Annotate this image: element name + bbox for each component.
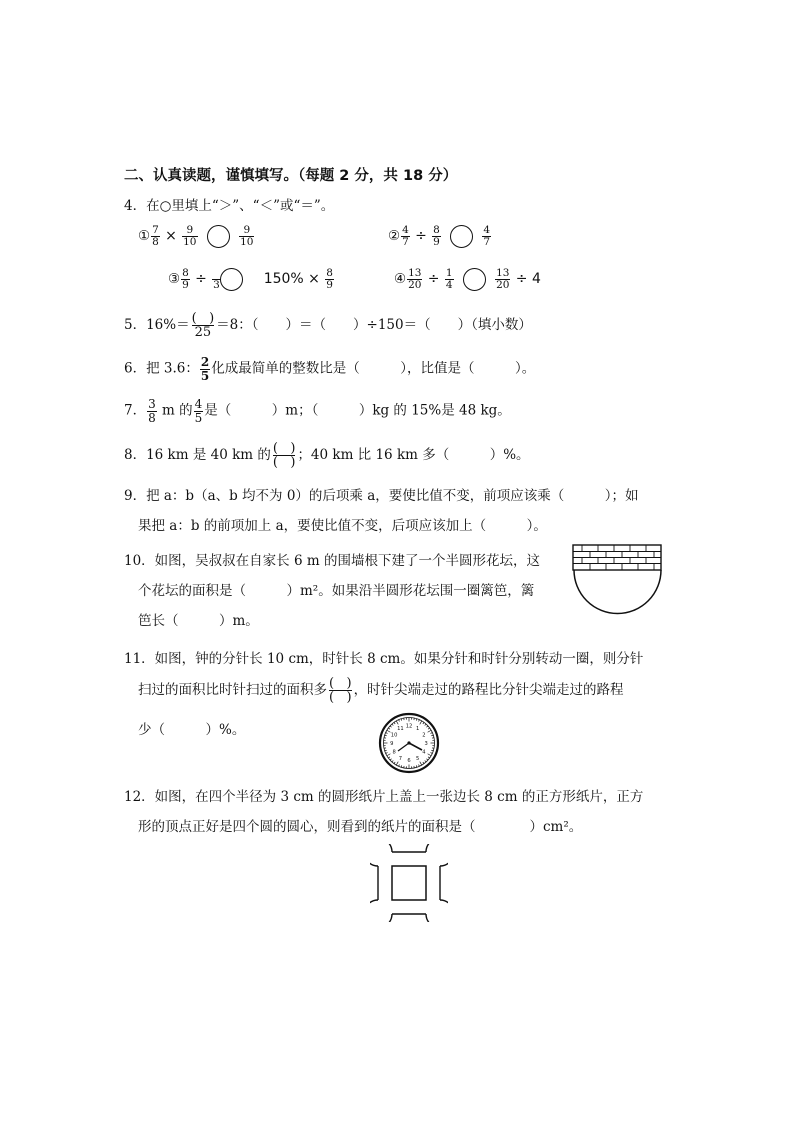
circle-arc-top-left <box>370 844 392 866</box>
q5: 5．16%＝ ( ) 25 ＝8：（ ）＝（ ）÷150＝（ ）（填小数） <box>124 311 532 340</box>
fraction-blank[interactable]: ( ) ( ) <box>272 441 296 470</box>
clock-number: 5 <box>415 755 420 762</box>
q10-line3: 笆长（ ）m。 <box>138 613 259 629</box>
q9-line1: 9．把 a：b（a、b 均不为 0）的后项乘 a，要使比值不变，前项应该乘（ ）；如 <box>124 488 639 504</box>
q4-item-2: ② $\frac{4}{7}$ ÷ $\frac{8}{9}$ $\frac{4}{7}$ <box>388 224 491 249</box>
clock-number: 6 <box>407 758 411 765</box>
q10-line2: 个花坛的面积是（ ）m²。如果沿半圆形花坛围一圈篱笆，篱 <box>138 583 535 599</box>
q10-line1: 10．如图，吴叔叔在自家长 6 m 的围墙根下建了一个半圆形花坛，这 <box>124 553 540 569</box>
circle-arc-bottom-right <box>426 900 448 922</box>
clock-number: 8 <box>392 749 396 756</box>
circle-arc-top-right <box>426 844 448 866</box>
answer-circle[interactable] <box>450 225 473 248</box>
flowerbed-figure <box>572 544 664 620</box>
clock-number: 10 <box>390 732 398 739</box>
clock-number: 4 <box>422 749 426 756</box>
q8: 8．16 km 是 40 km 的 ( ) ( ) ；40 km 比 16 km 多（ ）%。 <box>124 441 530 470</box>
q4-item-1: ① $\frac{7}{8}$ × $\frac{9}{10}$ $\frac{9}{10}$ <box>138 224 254 249</box>
q11-line3: 少（ ）%。 <box>138 722 246 738</box>
square-circles-figure <box>370 844 448 922</box>
q4-item-3: ③ $\frac{8}{9}$ ÷ 3 150% × $\frac{8}{9}$ <box>168 267 333 292</box>
q12-line2: 形的顶点正好是四个圆的圆心，则看到的纸片的面积是（ ）cm²。 <box>138 819 583 835</box>
clock-number: 11 <box>397 726 404 733</box>
section-title: 二、认真读题，谨慎填写。（每题 2 分，共 18 分） <box>124 168 458 184</box>
fraction-blank[interactable]: ( ) ( ) <box>329 676 352 705</box>
q4-item-4: ④ $\frac{13}{20}$ ÷ $\frac{1}{4}$ $\frac{13}{20}$ ÷ 4 <box>394 267 541 292</box>
clock-number: 1 <box>415 726 420 733</box>
clock-number: 9 <box>390 740 394 747</box>
fraction-blank[interactable]: ( ) 25 <box>191 311 215 340</box>
circle-arc-bottom-left <box>370 900 392 922</box>
q7: 7． $\frac{3}{8}$ m 的 $\frac{4}{5}$ 是（ ）m；（ ）kg 的 15%是 48 kg。 <box>124 397 511 425</box>
clock-number: 3 <box>424 740 428 747</box>
answer-circle[interactable] <box>220 268 243 291</box>
clock-number: 2 <box>422 732 426 739</box>
q11-line2: 扫过的面积比时针扫过的面积多 ( ) ( ) ，时针尖端走过的路程比分针尖端走过的路程 <box>138 676 624 705</box>
clock-figure <box>378 712 440 774</box>
q12-line1: 12．如图，在四个半径为 3 cm 的圆形纸片上盖上一张边长 8 cm 的正方形纸片，正方 <box>124 789 644 805</box>
q6: 6．把 3.6： $\frac{2}{5}$ 化成最简单的整数比是（ ），比值是（ ）。 <box>124 355 536 383</box>
q11-line1: 11．如图，钟的分针长 10 cm，时针长 8 cm。如果分针和时针分别转动一圈，则分针 <box>124 651 644 667</box>
answer-circle[interactable] <box>207 225 230 248</box>
clock-number: 12 <box>405 723 413 730</box>
q4-prompt: 4．在○里填上“＞”、“＜”或“＝”。 <box>124 198 335 214</box>
q9-line2: 果把 a：b 的前项加上 a，要使比值不变，后项应该加上（ ）。 <box>138 518 547 534</box>
answer-circle[interactable] <box>463 268 486 291</box>
square-paper <box>392 866 426 900</box>
clock-number: 7 <box>398 755 403 762</box>
